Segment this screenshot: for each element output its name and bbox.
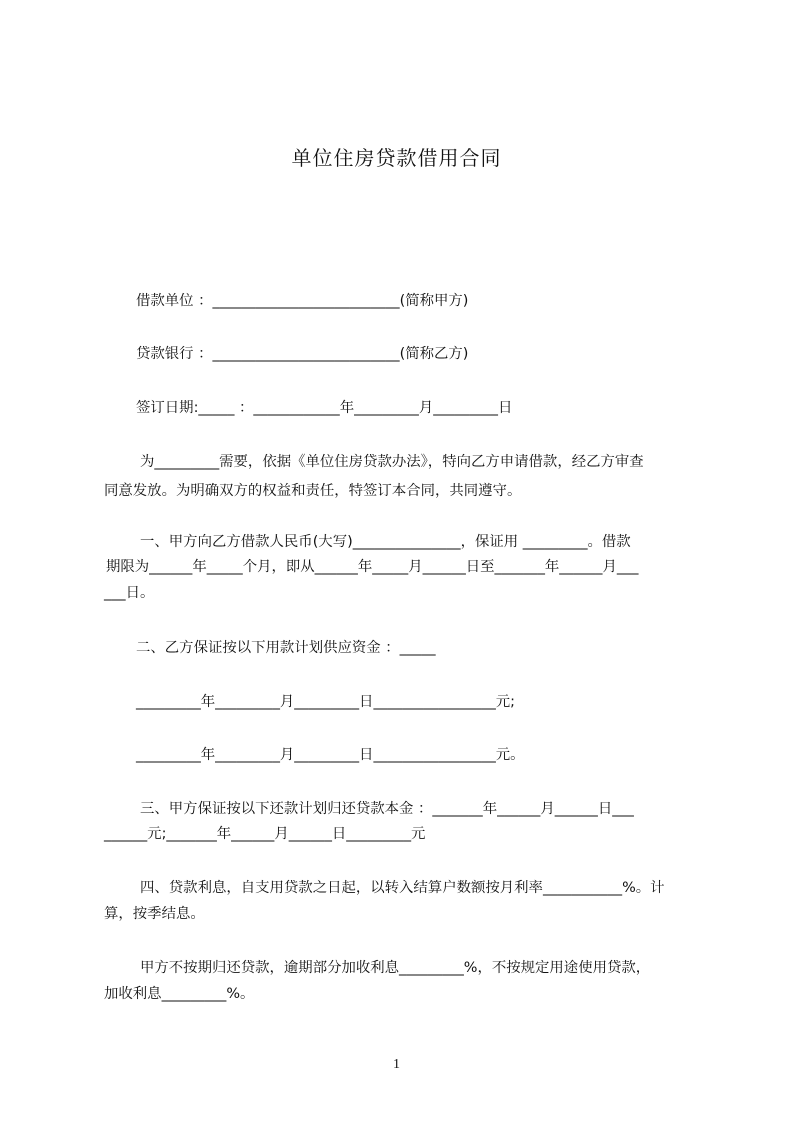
clause-2-heading: 二、乙方保证按以下用款计划供应资金 ：_____ xyxy=(136,640,436,656)
clause-2-schedule-row-2: _________年_________月_________日_________________元。 xyxy=(136,747,525,763)
clause-4-line-1: 四、贷款利息，自支用贷款之日起，以转入结算户数额按月利率___________%。计 xyxy=(140,880,665,896)
purpose-paragraph-line-2: 同意发放。为明确双方的权益和责任，特签订本合同，共同遵守。 xyxy=(104,483,522,499)
clause-3-line-1: 三、甲方保证按以下还款计划归还贷款本金 ：_______年______月______日___ xyxy=(140,801,634,817)
borrower-field-line: 借款单位 ：__________________________(简称甲方) xyxy=(136,293,469,309)
signing-date-field-line: 签订日期:_____ ：____________年_________月_________日 xyxy=(136,400,513,416)
clause-1-line-2: 期限为______年_____个月，即从______年_____月______日至_______年______月___ xyxy=(106,559,639,575)
clause-1-line-3: ___日。 xyxy=(104,585,155,601)
clause-1-line-1: 一、甲方向乙方借款人民币(大写)_______________，保证用 _________。借款 xyxy=(140,534,631,550)
clause-2-schedule-row-1: _________年_________月_________日_________________元; xyxy=(136,694,516,710)
clause-3-line-2: ______元;_______年______月______日_________元 xyxy=(104,826,426,842)
page-number: 1 xyxy=(393,1057,400,1072)
purpose-paragraph-line-1: 为_________需要，依据《单位住房贷款办法》，特向乙方申请借款，经乙方审查 xyxy=(140,454,644,470)
clause-4-line-2: 算，按季结息。 xyxy=(104,906,205,922)
penalty-paragraph-line-1: 甲方不按期归还贷款，逾期部分加收利息_________%，不按规定用途使用贷款， xyxy=(140,960,651,976)
penalty-paragraph-line-2: 加收利息_________%。 xyxy=(104,986,255,1002)
lender-bank-field-line: 贷款银行 ：__________________________(简称乙方) xyxy=(136,346,469,362)
document-title: 单位住房贷款借用合同 xyxy=(291,146,502,170)
